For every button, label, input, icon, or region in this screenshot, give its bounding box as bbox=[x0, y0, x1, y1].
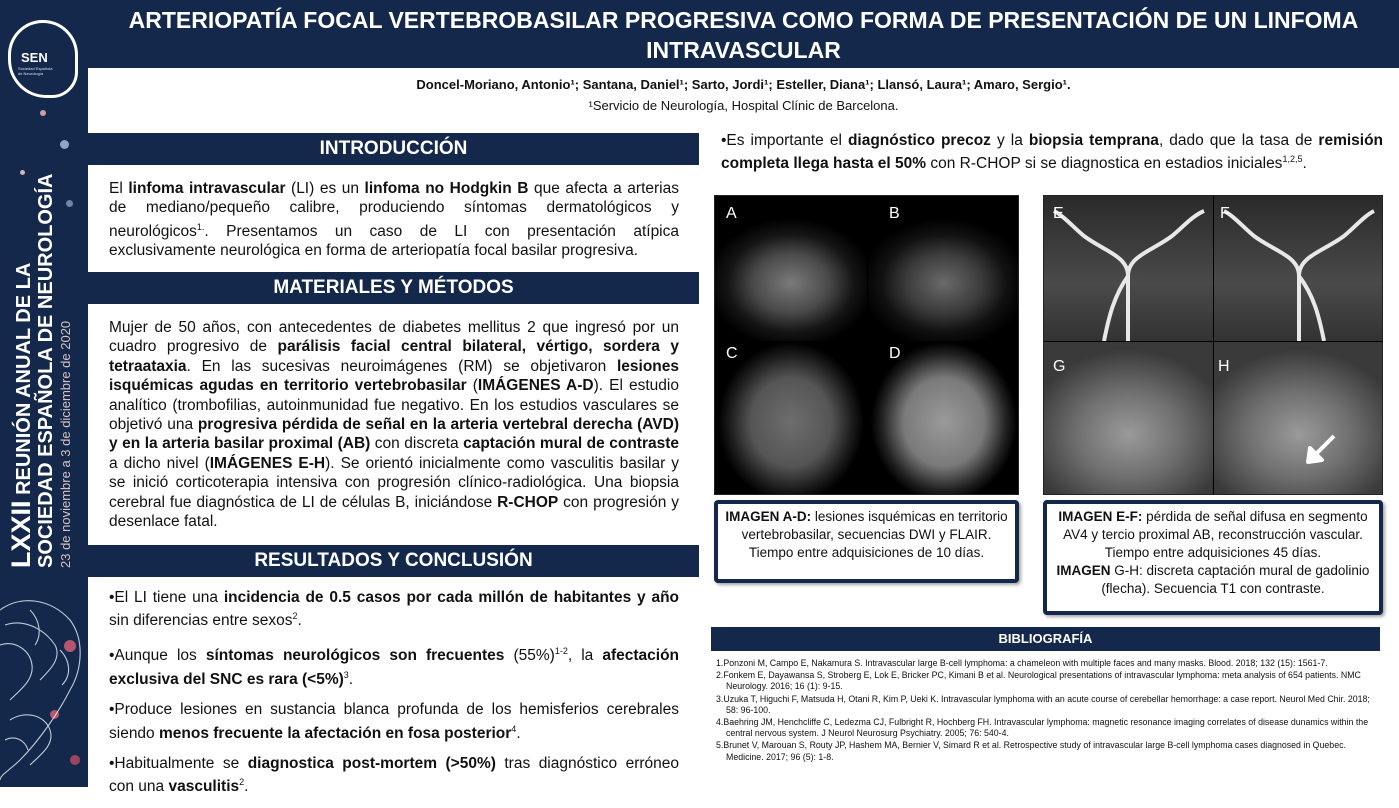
mri-image-f bbox=[1214, 196, 1383, 341]
brain-illustration-icon bbox=[0, 590, 88, 787]
logo-subtitle: Sociedad Española de Neurología bbox=[18, 66, 53, 76]
right-intro-text: •Es importante el diagnóstico precoz y la biopsia temprana, dado que la tasa de remisión completa llega hasta el 50% con R-CHOP si se diagnostica en estadios iniciales$^{1,2,5}$. bbox=[721, 132, 1384, 173]
meeting-line-2: SOCIEDAD ESPAÑOLA DE NEUROLOGÍA bbox=[35, 173, 57, 568]
mri-image-d bbox=[868, 342, 1019, 495]
result-point: •Habitualmente se diagnostica post-mortem (>50%) tras diagnóstico erróneo con una vasculitis$^2$. bbox=[109, 755, 680, 796]
angiography-vessels-icon bbox=[1044, 196, 1213, 341]
panel-label-b: B bbox=[889, 205, 900, 222]
meeting-title-vertical bbox=[6, 173, 74, 568]
decor-dot bbox=[40, 110, 46, 116]
angiography-vessels-icon bbox=[1214, 196, 1383, 341]
bibliography-item: 3.Uzuka T, Higuchi F, Matsuda H, Otani R, Kim P, Ueki K. Intravascular lymphoma with an acute course of cerebellar hemorrhage: a case report. Neurol Med Chir. 2018; 58: 96-100. bbox=[716, 693, 1370, 715]
meeting-dates: 23 de noviembre a 3 de diciembre de 2020 bbox=[58, 320, 73, 568]
panel-label-g: G bbox=[1053, 358, 1066, 375]
panel-label-d: D bbox=[889, 345, 901, 362]
decor-dot bbox=[60, 140, 69, 149]
results-text bbox=[109, 588, 679, 808]
mri-image-h bbox=[1214, 342, 1383, 495]
caption-a-d: IMAGEN A-D: lesiones isquémicas en territorio vertebrobasilar, secuencias DWI y FLAIR. Tiempo entre adquisiciones de 10 días. bbox=[714, 500, 1019, 583]
edition: LXXII bbox=[6, 500, 36, 568]
bibliography-item: 2.Fonkem E, Dayawansa S, Stroberg E, Lok E, Bricker PC, Kimani B et al. Neurological presentations of intravascular lymphoma: meta analysis of 654 patients. NMC Neurology. 2016; 16 (1): 9-15. bbox=[716, 670, 1361, 692]
methods-heading: MATERIALES Y MÉTODOS bbox=[88, 272, 699, 304]
caption-e-h: IMAGEN E-F: pérdida de señal difusa en segmento AV4 y tercio proximal AB, reconstrucción vascular. Tiempo entre adquisiciones 45 días. IMAGEN G-H: discreta captación mural de gadolinio (flecha). Secuencia T1 con contraste. bbox=[1043, 500, 1383, 615]
panel-label-e: E bbox=[1053, 205, 1064, 222]
bibliography-item: 5.Brunet V, Marouan S, Routy JP, Hashem MA, Bernier V, Simard R et al. Retrospective study of intravascular large B-cell lymphoma cases diagnosed in Quebec. Medicine. 2017; 96 (5): 1-8. bbox=[716, 740, 1346, 762]
panel-label-a: A bbox=[726, 205, 737, 222]
result-point: •El LI tiene una incidencia de 0.5 casos por cada millón de habitantes y año sin diferencias entre sexos$^2$. bbox=[109, 589, 680, 630]
meeting-line-1: REUNIÓN ANUAL DE LA bbox=[13, 262, 35, 495]
mri-image-c bbox=[715, 342, 867, 495]
intro-text: El linfoma intravascular (LI) es un linfoma no Hodgkin B que afecta a arterias de mediano/pequeño calibre, produciendo síntomas dermatológicos y neurológicos$^{1.}$. Presentamos un caso de LI con presentación atípica exclusivamente neurológica en forma de arteriopatía focal basilar progresiva. bbox=[109, 180, 679, 260]
mri-panel-e-h bbox=[1043, 195, 1383, 495]
bibliography-list bbox=[716, 658, 1378, 764]
intro-heading: INTRODUCCIÓN bbox=[88, 133, 699, 165]
panel-label-f: F bbox=[1220, 205, 1230, 222]
panel-label-c: C bbox=[726, 345, 738, 362]
mri-panel-a-d bbox=[714, 195, 1019, 495]
results-heading: RESULTADOS Y CONCLUSIÓN bbox=[88, 545, 699, 577]
bibliography-item: 1.Ponzoni M, Campo E, Nakamura S. Intravascular large B-cell lymphoma: a chameleon with multiple faces and many masks. Blood. 2018; 132 (15): 1561-7. bbox=[716, 658, 1328, 668]
mri-image-a bbox=[715, 196, 867, 341]
poster-title: ARTERIOPATÍA FOCAL VERTEBROBASILAR PROGRESIVA COMO FORMA DE PRESENTACIÓN DE UN LINFOMA INTRAVASCULAR bbox=[88, 0, 1399, 68]
bibliography-heading: BIBLIOGRAFÍA bbox=[711, 627, 1380, 651]
affiliation: ¹Servicio de Neurología, Hospital Clínic de Barcelona. bbox=[588, 98, 899, 113]
logo-text: SEN bbox=[21, 50, 48, 65]
bibliography-item: 4.Baehring JM, Henchcliffe C, Ledezma CJ, Fulbright R, Hochberg FH. Intravascular lymphoma: magnetic resonance imaging correlates of disease dunamics within the central nervous system. J Neurol Neurosurg Psychiatry. 2005; 76: 540-4. bbox=[716, 717, 1369, 739]
methods-text: Mujer de 50 años, con antecedentes de diabetes mellitus 2 que ingresó por un cuadro progresivo de parálisis facial central bilateral, vértigo, sordera y tetraataxia. En las sucesivas neuroimágenes (RM) se objetivaron lesiones isquémicas agudas en territorio vertebrobasilar (IMÁGENES A-D). El estudio analítico (trombofilias, autoinmunidad fue negativo. En los estudios vasculares se objetivó una progresiva pérdida de señal en la arteria vertebral derecha (AVD) y en la arteria basilar proximal (AB) con discreta captación mural de contraste a dicho nivel (IMÁGENES E-H). Se orientó inicialmente como vasculitis basilar y se inició corticoterapia intensiva con progresión clínico-radiológica. Una biopsia cerebral fue diagnóstica de LI de células B, iniciándose R-CHOP con progresión y desenlace fatal. bbox=[109, 319, 680, 531]
arrow-icon bbox=[1304, 432, 1338, 466]
mri-image-g bbox=[1044, 342, 1213, 495]
authors: Doncel-Moriano, Antonio¹; Santana, Daniel¹; Sarto, Jordi¹; Esteller, Diana¹; Llansó, Laura¹; Amaro, Sergio¹. bbox=[416, 77, 1071, 92]
panel-label-h: H bbox=[1218, 358, 1230, 375]
result-point: •Produce lesiones en sustancia blanca profunda de los hemisferios cerebrales siendo menos frecuente la afectación en fosa posterior$^4$. bbox=[109, 701, 679, 742]
sidebar bbox=[0, 0, 88, 787]
mri-image-e bbox=[1044, 196, 1213, 341]
result-point: •Aunque los síntomas neurológicos son frecuentes $(55\%)^{1-2}$, la afectación exclusiva del SNC es rara (<5%)$^3$. bbox=[109, 645, 680, 688]
